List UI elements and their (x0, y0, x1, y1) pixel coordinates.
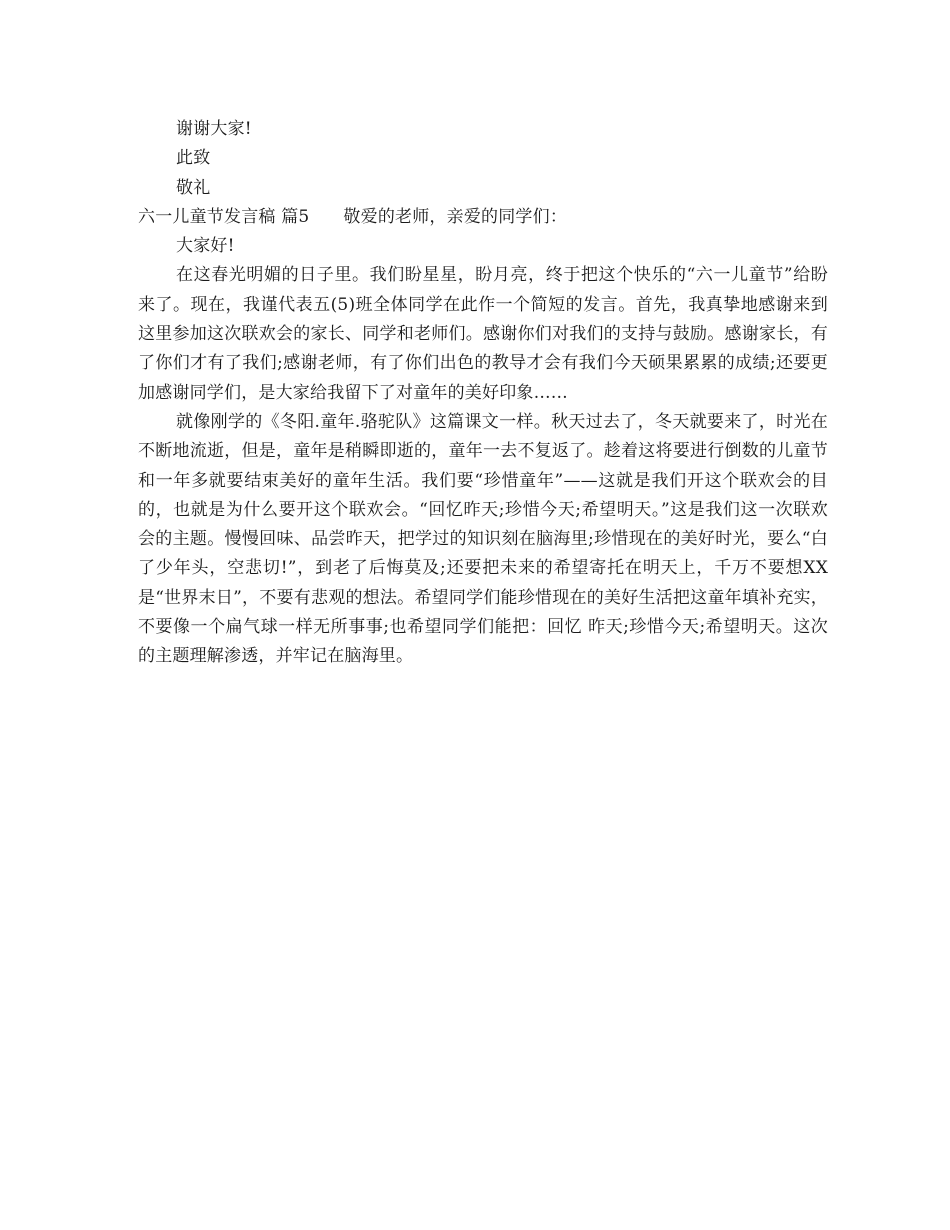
section-title: 六一儿童节发言稿 篇5 (138, 206, 310, 227)
closing-cizhi: 此致 (176, 148, 211, 169)
paragraph-2: 就像刚学的《冬阳.童年.骆驼队》这篇课文一样。秋天过去了，冬天就要来了，时光在不断地流逝，但是，童年是稍瞬即逝的，童年一去不复返了。趁着这将要进行倒数的儿童节和一年多就要结束美好的童年生活。我们要“珍惜童年”——这就是我们开这个联欢会的目的，也就是为什么要开这个联欢会。“回忆昨天;珍惜今天;希望明天。”这是我们这一次联欢会的主题。慢慢回味、品尝昨天，把学过的知识刻在脑海里;珍惜现在的美好时光，要么“白了少年头，空悲切!”，到老了后悔莫及;还要把未来的希望寄托在明天上，千万不要想XX是“世界末日”，不要有悲观的想法。希望同学们能珍惜现在的美好生活把这童年填补充实，不要像一个扁气球一样无所事事;也希望同学们能把：回忆 昨天;珍惜今天;希望明天。这次的主题理解渗透，并牢记在脑海里。 (138, 411, 828, 667)
section-heading-line (138, 203, 828, 232)
document-body (138, 115, 828, 672)
paragraph-1: 在这春光明媚的日子里。我们盼星星，盼月亮，终于把这个快乐的“六一儿童节”给盼来了。现在，我谨代表五(5)班全体同学在此作一个简短的发言。首先，我真挚地感谢来到这里参加这次联欢会的家长、同学和老师们。感谢你们对我们的支持与鼓励。感谢家长，有了你们才有了我们;感谢老师，有了你们出色的教导才会有我们今天硕果累累的成绩;还要更加感谢同学们，是大家给我留下了对童年的美好印象…… (138, 265, 828, 403)
salutation: 敬爱的老师，亲爱的同学们： (343, 206, 568, 227)
greeting: 大家好! (176, 236, 235, 257)
closing-jingli: 敬礼 (176, 177, 211, 198)
closing-thanks: 谢谢大家! (176, 119, 252, 139)
